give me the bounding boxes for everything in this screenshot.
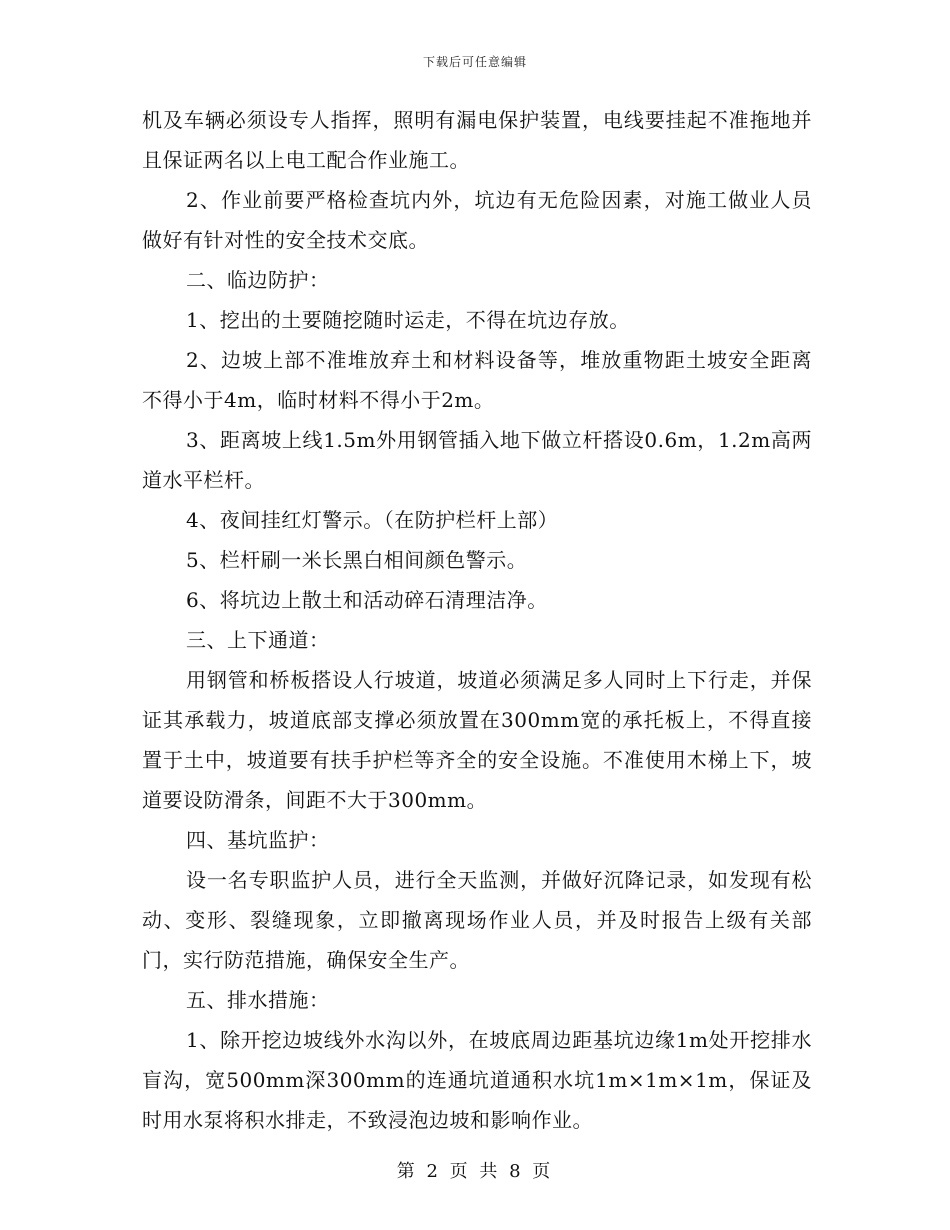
paragraph-6: 3、距离坡上线1.5m外用钢管插入地下做立杆搭设0.6m，1.2m高两道水平栏杆。 xyxy=(142,428,812,492)
page-header: 下载后可任意编辑 xyxy=(422,55,527,69)
paragraph-9: 6、将坑边上散土和活动碎石清理洁净。 xyxy=(186,588,548,612)
section-heading-5: 五、排水措施： xyxy=(186,988,330,1012)
paragraph-4: 1、挖出的土要随挖随时运走，不得在坑边存放。 xyxy=(186,308,630,332)
page-number-footer: 第 2 页 共 8 页 xyxy=(396,1161,554,1182)
paragraph-13: 设一名专职监护人员，进行全天监测，并做好沉降记录，如发现有松动、变形、裂缝现象，立即撤离现场作业人员，并及时报告上级有关部门，实行防范措施，确保安全生产。 xyxy=(142,868,812,972)
paragraph-1: 机及车辆必须设专人指挥，照明有漏电保护装置，电线要挂起不准拖地并且保证两名以上电工配合作业施工。 xyxy=(142,108,812,172)
document-body xyxy=(142,100,812,1140)
section-heading-3: 三、上下通道： xyxy=(186,628,330,652)
paragraph-7: 4、夜间挂红灯警示。（在防护栏杆上部） xyxy=(186,508,559,532)
paragraph-11: 用钢管和桥板搭设人行坡道，坡道必须满足多人同时上下行走，并保证其承载力，坡道底部支撑必须放置在300mm宽的承托板上，不得直接置于土中，坡道要有扶手护栏等齐全的安全设施。不准使用木梯上下，坡道要设防滑条，间距不大于300mm。 xyxy=(142,668,812,812)
section-heading-2: 二、临边防护： xyxy=(186,268,330,292)
paragraph-8: 5、栏杆刷一米长黑白相间颜色警示。 xyxy=(186,548,528,572)
paragraph-15: 1、除开挖边坡线外水沟以外，在坡底周边距基坑边缘1m处开挖排水盲沟，宽500mm深300mm的连通坑道通积水坑1m×1m×1m，保证及时用水泵将积水排走，不致浸泡边坡和影响作业。 xyxy=(142,1028,812,1132)
paragraph-5: 2、边坡上部不准堆放弃土和材料设备等，堆放重物距土坡安全距离不得小于4m，临时材料不得小于2m。 xyxy=(142,348,812,412)
paragraph-2: 2、作业前要严格检查坑内外，坑边有无危险因素，对施工做业人员做好有针对性的安全技术交底。 xyxy=(142,188,812,252)
section-heading-4: 四、基坑监护： xyxy=(186,828,330,852)
